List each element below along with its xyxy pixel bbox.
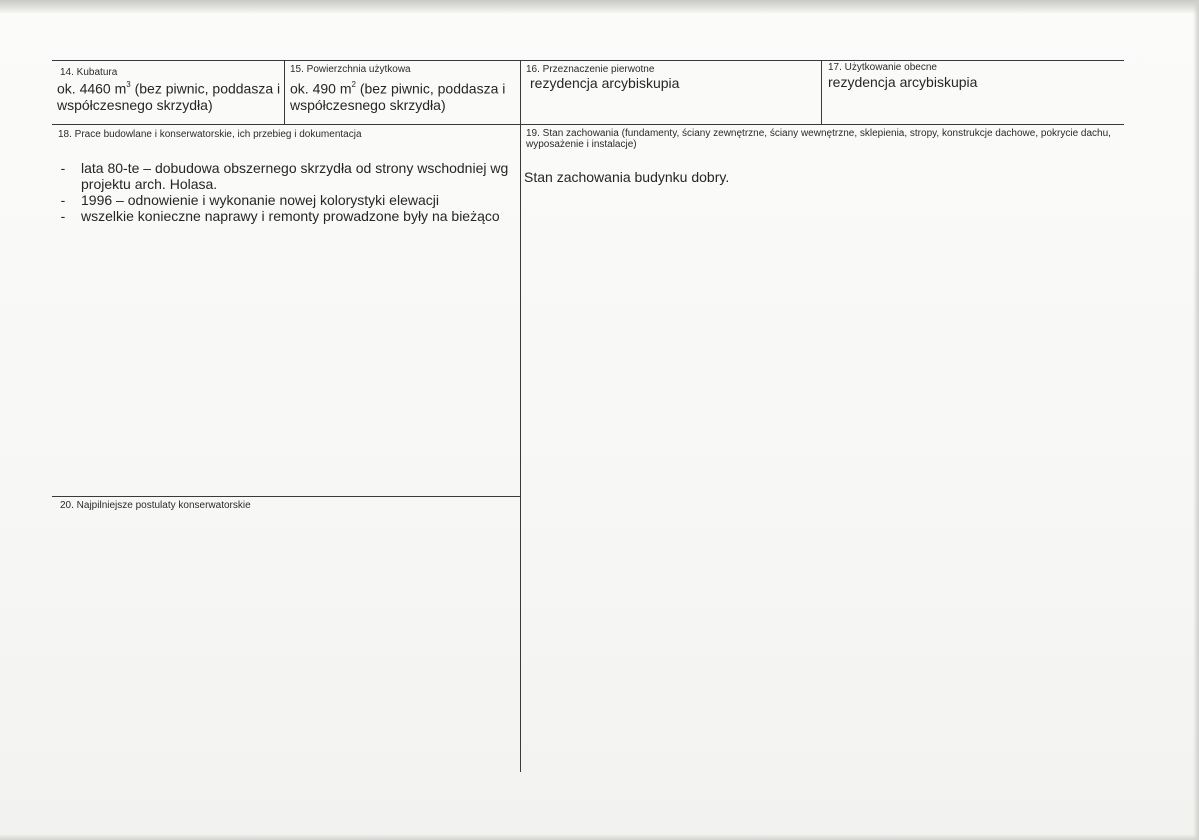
stan-value: Stan zachowania budynku dobry.	[524, 169, 730, 185]
przeznaczenie-label: 16. Przeznaczenie pierwotne	[526, 64, 655, 75]
list-item-text: lata 80-te – dobudowa obszernego skrzydła od strony wschodniej wg projektu arch. Holasa.	[81, 160, 509, 192]
list-item	[57, 208, 515, 224]
powierzchnia-value-number: ok. 490 m	[290, 80, 352, 97]
list-item-text: 1996 – odnowienie i wykonanie nowej kolorystyki elewacji	[81, 192, 439, 208]
powierzchnia-value-note: (bez piwnic, poddasza i współczesnego skrzydła)	[290, 80, 506, 113]
powierzchnia-unit-exponent: 2	[351, 80, 356, 89]
przeznaczenie-value: rezydencja arcybiskupia	[530, 75, 680, 91]
list-item-dash: -	[60, 208, 66, 224]
stan-label: 19. Stan zachowania (fundamenty, ściany zewnętrzne, ściany wewnętrzne, sklepienia, stropy, konstrukcje dachowe, pokrycie dachu, wyposażenie i instalacje)	[526, 128, 1111, 150]
uzytkowanie-label: 17. Użytkowanie obecne	[828, 62, 937, 73]
kubatura-value-number: ok. 4460 m	[57, 80, 127, 97]
powierzchnia-label: 15. Powierzchnia użytkowa	[290, 64, 411, 75]
row-divider-1	[52, 124, 1124, 125]
scan-bottom-edge	[0, 834, 1199, 840]
column-divider-3	[821, 60, 822, 124]
list-item-text: wszelkie konieczne naprawy i remonty prowadzone były na bieżąco	[81, 208, 500, 224]
kubatura-unit-exponent: 3	[126, 80, 131, 89]
scan-top-edge	[0, 0, 1199, 14]
list-item	[57, 192, 515, 208]
column-divider-main	[520, 60, 521, 772]
table-top-border	[52, 60, 1124, 61]
column-divider-1	[284, 60, 285, 124]
postulaty-label: 20. Najpilniejsze postulaty konserwatorskie	[60, 500, 251, 511]
list-item-dash: -	[60, 192, 66, 208]
scan-right-edge	[1193, 0, 1199, 840]
powierzchnia-value	[290, 78, 516, 113]
uzytkowanie-value: rezydencja arcybiskupia	[828, 74, 978, 90]
prace-list	[57, 160, 515, 224]
list-item-dash: -	[60, 160, 66, 176]
kubatura-value	[57, 78, 283, 113]
kubatura-label: 14. Kubatura	[60, 67, 118, 78]
kubatura-value-note: (bez piwnic, poddasza i współczesnego skrzydła)	[57, 80, 281, 113]
prace-label: 18. Prace budowlane i konserwatorskie, ich przebieg i dokumentacja	[58, 129, 362, 140]
row-divider-2	[52, 496, 520, 497]
list-item	[57, 160, 515, 192]
